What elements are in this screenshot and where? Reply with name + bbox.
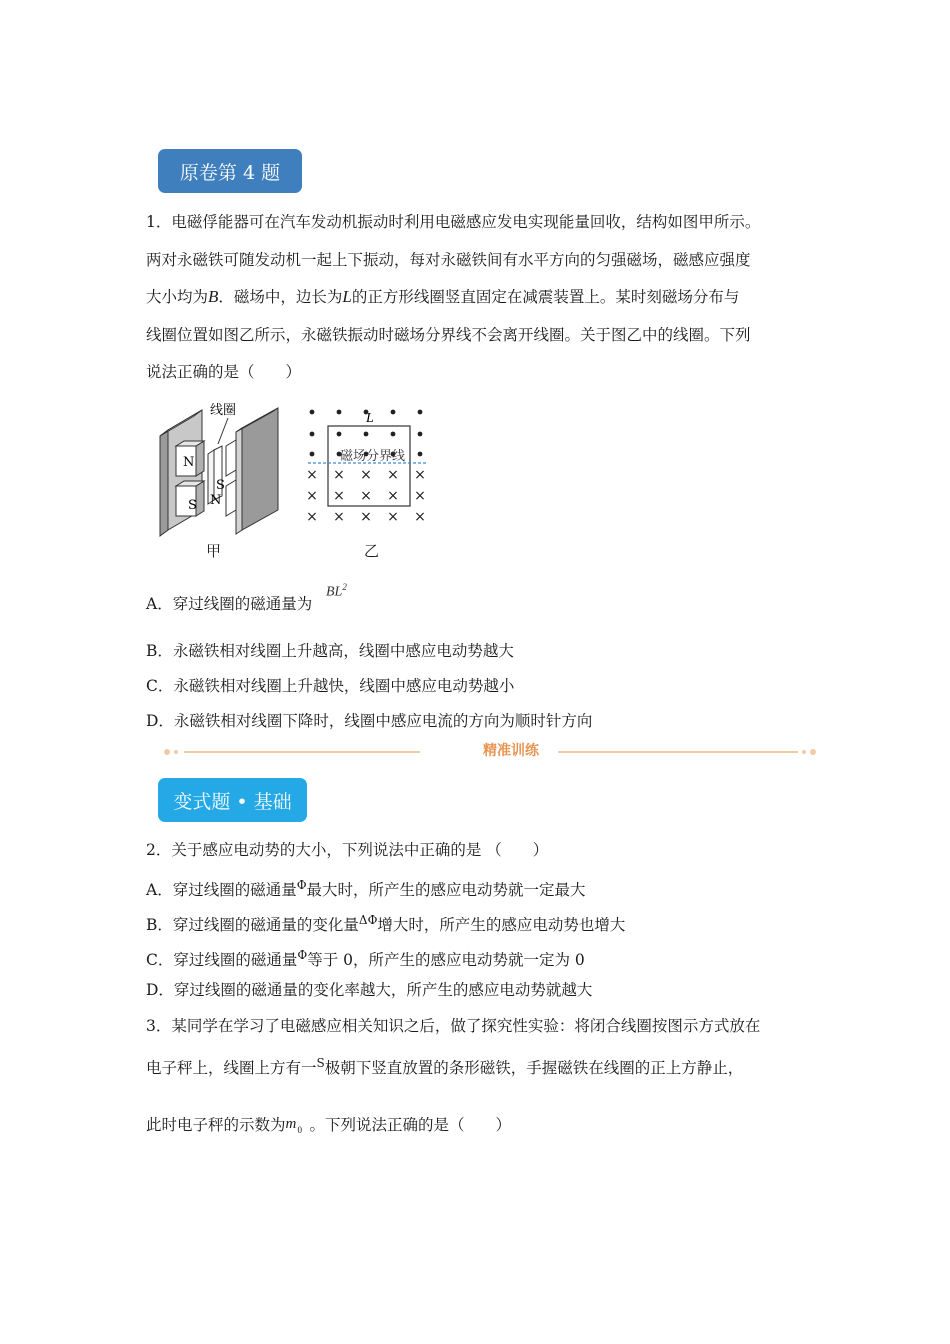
divider-dot-right: [810, 749, 816, 755]
field-dot-1-1: [337, 432, 342, 437]
q2-option-b: [146, 910, 625, 935]
pole-label-n-left: N: [183, 455, 195, 470]
q1-line-4: 线圈位置如图乙所示，永磁铁振动时磁场分界线不会离开线圈。关于图乙中的线圈。下列: [146, 326, 751, 344]
q2-option-b-dphi: ΔΦ: [358, 913, 378, 927]
q2-option-a-phi: Φ: [296, 878, 307, 892]
q1-symbol-b: B: [208, 287, 219, 306]
field-cross-1-3: ×: [387, 488, 399, 504]
section-divider: [160, 740, 820, 764]
field-dot-0-0: [310, 410, 315, 415]
divider-dot-right-small: [802, 750, 806, 754]
q1-figure-drawing: [150, 398, 440, 563]
q3-line-1: 3．某同学在学习了电磁感应相关知识之后，做了探究性实验：将闭合线圈按图示方式放在: [146, 1017, 761, 1035]
q2-option-b-pre: B．穿过线圈的磁通量的变化量: [146, 916, 359, 935]
field-cross-1-2: ×: [360, 488, 372, 504]
q3-mass-m: m: [285, 1116, 297, 1132]
q3-line-3-pre: 此时电子秤的示数为: [146, 1116, 286, 1134]
field-cross-2-4: ×: [414, 509, 426, 525]
field-cross-1-1: ×: [333, 488, 345, 504]
magnet-plate-right: [236, 408, 278, 534]
field-dot-0-1: [337, 410, 342, 415]
side-label-l: L: [366, 411, 374, 426]
q2-option-a-post: 最大时，所产生的感应电动势就一定最大: [306, 881, 586, 900]
field-cross-0-3: ×: [387, 467, 399, 483]
field-cross-0-1: ×: [333, 467, 345, 483]
q1-option-d: D．永磁铁相对线圈下降时，线圈中感应电流的方向为顺时针方向: [146, 712, 593, 730]
q1-line-3: [146, 287, 739, 307]
caption-jia: 甲: [206, 542, 222, 560]
q2-option-c-phi: Φ: [297, 948, 308, 962]
q3-symbol-s: S: [316, 1056, 325, 1070]
field-cross-2-1: ×: [333, 509, 345, 525]
divider-bar-right: [558, 751, 798, 753]
q2-option-b-post: 增大时，所产生的感应电动势也增大: [377, 916, 626, 935]
field-dot-1-4: [418, 432, 423, 437]
divider-dot-left-small: [174, 750, 178, 754]
q1-option-a: [146, 594, 312, 614]
divider-label: 精准训练: [483, 743, 539, 759]
q1-line-3-mid: ．磁场中，边长为: [218, 288, 343, 306]
field-dot-1-0: [310, 432, 315, 437]
original-question-badge: 原卷第 4 题: [158, 149, 302, 193]
field-cross-2-2: ×: [360, 509, 372, 525]
pole-label-s-left: S: [188, 498, 197, 513]
q2-option-d: D．穿过线圈的磁通量的变化率越大，所产生的感应电动势就越大: [146, 981, 593, 999]
coil-label: 线圈: [210, 403, 237, 418]
q2-option-a: [146, 875, 586, 900]
field-cross-0-0: ×: [306, 467, 318, 483]
q2-stem: 2．关于感应电动势的大小，下列说法中正确的是 （ ）: [146, 841, 549, 859]
q1-option-a-formula: $BL^2$: [326, 582, 347, 600]
q2-option-c: [146, 945, 585, 970]
pole-label-n-center: N: [210, 493, 222, 508]
field-dot-0-4: [418, 410, 423, 415]
q3-line-3-post: 。下列说法正确的是（ ）: [309, 1116, 512, 1134]
q3-line-2-pre: 电子秤上，线圈上方有一: [146, 1059, 317, 1078]
divider-bar-left: [184, 751, 420, 753]
field-cross-1-4: ×: [414, 488, 426, 504]
q3-line-2-post: 极朝下竖直放置的条形磁铁，手握磁铁在线圈的正上方静止，: [324, 1059, 744, 1078]
field-cross-2-0: ×: [306, 509, 318, 525]
q1-line-1: 1．电磁俘能器可在汽车发动机振动时利用电磁感应发电实现能量回收，结构如图甲所示。: [146, 213, 761, 231]
variant-basic-badge: 变式题 • 基础: [158, 778, 307, 822]
caption-yi: 乙: [364, 542, 380, 560]
q1-line-5: 说法正确的是（ ）: [146, 363, 302, 381]
q1-line-3-post: 的正方形线圈竖直固定在减震装置上。某时刻磁场分布与: [351, 288, 740, 306]
q3-mass-subscript: 0: [297, 1125, 303, 1135]
q1-option-a-text: A．穿过线圈的磁通量为: [146, 595, 313, 613]
q1-line-3-pre: 大小均为: [146, 288, 209, 306]
field-cross-2-3: ×: [387, 509, 399, 525]
q1-option-a-exponent: 2: [342, 582, 347, 592]
q1-option-c: C．永磁铁相对线圈上升越快，线圈中感应电动势越小: [146, 677, 515, 695]
coil-pointer: [218, 418, 228, 444]
boundary-label: 磁场分界线: [340, 449, 406, 464]
field-dot-2-4: [418, 452, 423, 457]
field-cross-1-0: ×: [306, 488, 318, 504]
field-dot-2-0: [310, 452, 315, 457]
field-marks: [306, 410, 426, 525]
field-dot-1-2: [364, 432, 369, 437]
q1-option-b: B．永磁铁相对线圈上升越高，线圈中感应电动势越大: [146, 642, 514, 660]
q1-line-2: 两对永磁铁可随发动机一起上下振动，每对永磁铁间有水平方向的匀强磁场，磁感应强度: [146, 251, 751, 269]
pole-label-s-center: S: [216, 478, 225, 493]
q3-line-3: [146, 1115, 511, 1135]
q2-option-a-pre: A．穿过线圈的磁通量: [146, 881, 297, 900]
divider-dot-left: [164, 749, 170, 755]
q2-option-c-pre: C．穿过线圈的磁通量: [146, 951, 298, 970]
q2-option-c-post: 等于 0，所产生的感应电动势就一定为 0: [307, 951, 585, 970]
field-dot-0-3: [391, 410, 396, 415]
q1-figure: [150, 398, 440, 563]
q1-symbol-l: L: [342, 287, 352, 306]
q3-line-2: [146, 1053, 743, 1078]
field-cross-0-2: ×: [360, 467, 372, 483]
field-dot-1-3: [391, 432, 396, 437]
field-cross-0-4: ×: [414, 467, 426, 483]
